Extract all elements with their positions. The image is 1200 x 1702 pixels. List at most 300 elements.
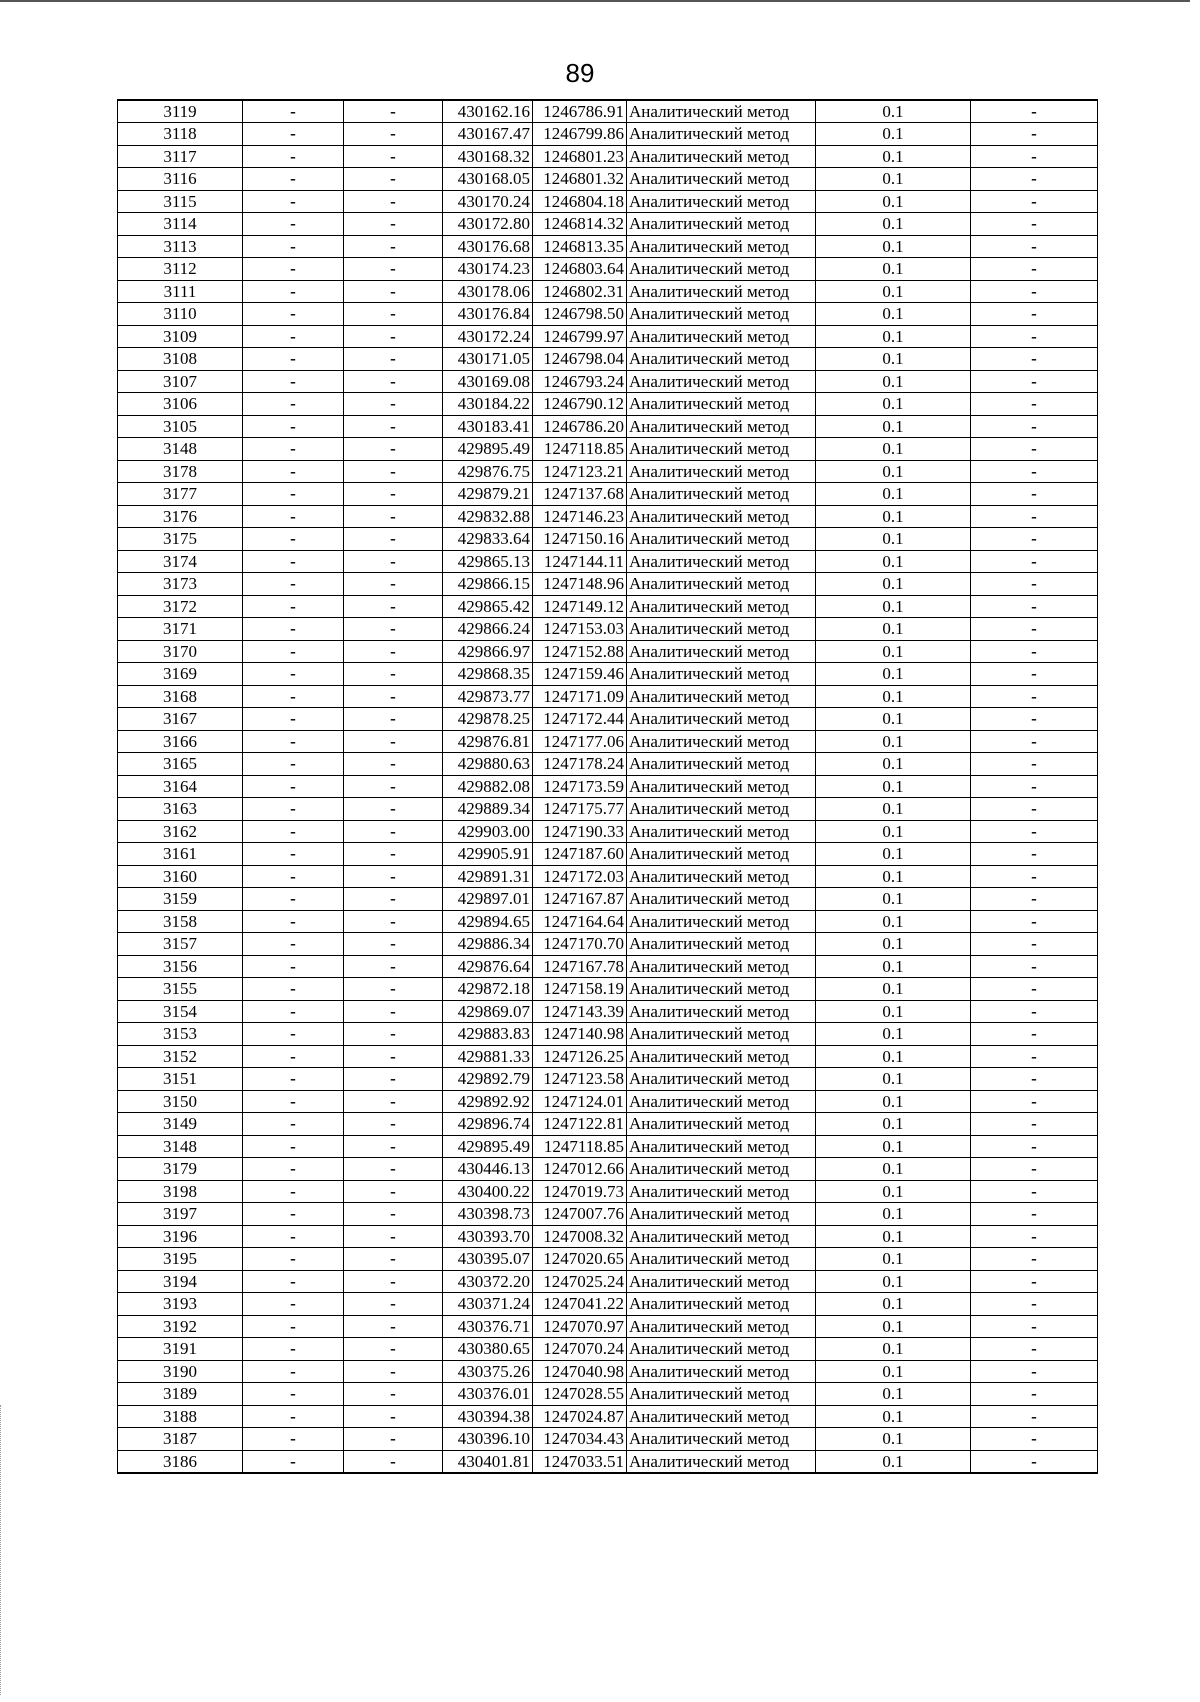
note-cell: - <box>971 618 1098 641</box>
table-row <box>118 550 1098 573</box>
y-coordinate-cell: 1246799.86 <box>533 123 627 146</box>
note-cell: - <box>971 1383 1098 1406</box>
table-row <box>118 820 1098 843</box>
table-row <box>118 1023 1098 1046</box>
point-number-cell: 3160 <box>118 865 243 888</box>
table-row <box>118 1113 1098 1136</box>
y-coordinate-cell: 1247012.66 <box>533 1158 627 1181</box>
accuracy-cell: 0.1 <box>816 888 971 911</box>
x-coordinate-cell: 429892.92 <box>443 1090 533 1113</box>
note-cell: - <box>971 978 1098 1001</box>
method-cell: Аналитический метод <box>627 820 816 843</box>
table-row <box>118 1293 1098 1316</box>
accuracy-cell: 0.1 <box>816 1225 971 1248</box>
empty-value-cell: - <box>344 1270 443 1293</box>
accuracy-cell: 0.1 <box>816 280 971 303</box>
point-number-cell: 3164 <box>118 775 243 798</box>
x-coordinate-cell: 429879.21 <box>443 483 533 506</box>
accuracy-cell: 0.1 <box>816 1045 971 1068</box>
method-cell: Аналитический метод <box>627 100 816 123</box>
note-cell: - <box>971 550 1098 573</box>
empty-value-cell: - <box>243 415 344 438</box>
method-cell: Аналитический метод <box>627 685 816 708</box>
empty-value-cell: - <box>243 258 344 281</box>
point-number-cell: 3115 <box>118 190 243 213</box>
empty-value-cell: - <box>344 1450 443 1473</box>
x-coordinate-cell: 429883.83 <box>443 1023 533 1046</box>
note-cell: - <box>971 505 1098 528</box>
empty-value-cell: - <box>243 1045 344 1068</box>
note-cell: - <box>971 955 1098 978</box>
empty-value-cell: - <box>344 325 443 348</box>
method-cell: Аналитический метод <box>627 258 816 281</box>
note-cell: - <box>971 865 1098 888</box>
x-coordinate-cell: 429892.79 <box>443 1068 533 1091</box>
accuracy-cell: 0.1 <box>816 550 971 573</box>
empty-value-cell: - <box>243 618 344 641</box>
empty-value-cell: - <box>243 505 344 528</box>
empty-value-cell: - <box>243 595 344 618</box>
empty-value-cell: - <box>243 438 344 461</box>
empty-value-cell: - <box>344 708 443 731</box>
table-row <box>118 438 1098 461</box>
table-row <box>118 663 1098 686</box>
point-number-cell: 3118 <box>118 123 243 146</box>
y-coordinate-cell: 1247124.01 <box>533 1090 627 1113</box>
method-cell: Аналитический метод <box>627 1405 816 1428</box>
note-cell: - <box>971 573 1098 596</box>
empty-value-cell: - <box>344 123 443 146</box>
y-coordinate-cell: 1247148.96 <box>533 573 627 596</box>
method-cell: Аналитический метод <box>627 1293 816 1316</box>
table-row <box>118 213 1098 236</box>
x-coordinate-cell: 429895.49 <box>443 1135 533 1158</box>
accuracy-cell: 0.1 <box>816 415 971 438</box>
x-coordinate-cell: 429866.97 <box>443 640 533 663</box>
empty-value-cell: - <box>344 1158 443 1181</box>
y-coordinate-cell: 1247172.44 <box>533 708 627 731</box>
x-coordinate-cell: 430169.08 <box>443 370 533 393</box>
x-coordinate-cell: 429869.07 <box>443 1000 533 1023</box>
x-coordinate-cell: 429903.00 <box>443 820 533 843</box>
y-coordinate-cell: 1247177.06 <box>533 730 627 753</box>
method-cell: Аналитический метод <box>627 1068 816 1091</box>
x-coordinate-cell: 430396.10 <box>443 1428 533 1451</box>
y-coordinate-cell: 1246786.20 <box>533 415 627 438</box>
empty-value-cell: - <box>243 393 344 416</box>
empty-value-cell: - <box>344 550 443 573</box>
table-row <box>118 865 1098 888</box>
note-cell: - <box>971 1023 1098 1046</box>
y-coordinate-cell: 1247152.88 <box>533 640 627 663</box>
method-cell: Аналитический метод <box>627 505 816 528</box>
x-coordinate-cell: 429833.64 <box>443 528 533 551</box>
accuracy-cell: 0.1 <box>816 933 971 956</box>
method-cell: Аналитический метод <box>627 303 816 326</box>
accuracy-cell: 0.1 <box>816 1428 971 1451</box>
accuracy-cell: 0.1 <box>816 865 971 888</box>
point-number-cell: 3110 <box>118 303 243 326</box>
empty-value-cell: - <box>243 100 344 123</box>
accuracy-cell: 0.1 <box>816 213 971 236</box>
method-cell: Аналитический метод <box>627 1113 816 1136</box>
x-coordinate-cell: 429866.24 <box>443 618 533 641</box>
note-cell: - <box>971 460 1098 483</box>
x-coordinate-cell: 429882.08 <box>443 775 533 798</box>
accuracy-cell: 0.1 <box>816 1270 971 1293</box>
y-coordinate-cell: 1247123.58 <box>533 1068 627 1091</box>
x-coordinate-cell: 430172.80 <box>443 213 533 236</box>
point-number-cell: 3158 <box>118 910 243 933</box>
note-cell: - <box>971 663 1098 686</box>
note-cell: - <box>971 1203 1098 1226</box>
note-cell: - <box>971 640 1098 663</box>
x-coordinate-cell: 430380.65 <box>443 1338 533 1361</box>
table-row <box>118 483 1098 506</box>
note-cell: - <box>971 415 1098 438</box>
point-number-cell: 3109 <box>118 325 243 348</box>
accuracy-cell: 0.1 <box>816 595 971 618</box>
table-row <box>118 955 1098 978</box>
point-number-cell: 3155 <box>118 978 243 1001</box>
point-number-cell: 3177 <box>118 483 243 506</box>
note-cell: - <box>971 1270 1098 1293</box>
method-cell: Аналитический метод <box>627 1428 816 1451</box>
y-coordinate-cell: 1247007.76 <box>533 1203 627 1226</box>
note-cell: - <box>971 1135 1098 1158</box>
y-coordinate-cell: 1247025.24 <box>533 1270 627 1293</box>
empty-value-cell: - <box>243 1158 344 1181</box>
empty-value-cell: - <box>344 145 443 168</box>
table-row <box>118 123 1098 146</box>
table-row <box>118 393 1098 416</box>
empty-value-cell: - <box>344 1000 443 1023</box>
point-number-cell: 3148 <box>118 438 243 461</box>
empty-value-cell: - <box>344 438 443 461</box>
point-number-cell: 3106 <box>118 393 243 416</box>
y-coordinate-cell: 1247019.73 <box>533 1180 627 1203</box>
table-row <box>118 303 1098 326</box>
empty-value-cell: - <box>344 1338 443 1361</box>
coordinates-table-body <box>118 100 1098 1473</box>
empty-value-cell: - <box>344 393 443 416</box>
method-cell: Аналитический метод <box>627 145 816 168</box>
table-row <box>118 1428 1098 1451</box>
method-cell: Аналитический метод <box>627 1338 816 1361</box>
accuracy-cell: 0.1 <box>816 775 971 798</box>
top-rule <box>0 0 1190 2</box>
y-coordinate-cell: 1246802.31 <box>533 280 627 303</box>
x-coordinate-cell: 429876.75 <box>443 460 533 483</box>
x-coordinate-cell: 430375.26 <box>443 1360 533 1383</box>
point-number-cell: 3150 <box>118 1090 243 1113</box>
x-coordinate-cell: 430174.23 <box>443 258 533 281</box>
empty-value-cell: - <box>243 1248 344 1271</box>
method-cell: Аналитический метод <box>627 1158 816 1181</box>
note-cell: - <box>971 145 1098 168</box>
y-coordinate-cell: 1246813.35 <box>533 235 627 258</box>
empty-value-cell: - <box>243 1113 344 1136</box>
accuracy-cell: 0.1 <box>816 618 971 641</box>
table-row <box>118 640 1098 663</box>
method-cell: Аналитический метод <box>627 798 816 821</box>
table-row <box>118 1090 1098 1113</box>
method-cell: Аналитический метод <box>627 393 816 416</box>
empty-value-cell: - <box>243 460 344 483</box>
accuracy-cell: 0.1 <box>816 753 971 776</box>
empty-value-cell: - <box>344 1248 443 1271</box>
point-number-cell: 3148 <box>118 1135 243 1158</box>
empty-value-cell: - <box>243 528 344 551</box>
y-coordinate-cell: 1247028.55 <box>533 1383 627 1406</box>
empty-value-cell: - <box>243 1450 344 1473</box>
y-coordinate-cell: 1247041.22 <box>533 1293 627 1316</box>
method-cell: Аналитический метод <box>627 1090 816 1113</box>
method-cell: Аналитический метод <box>627 213 816 236</box>
table-row <box>118 1000 1098 1023</box>
accuracy-cell: 0.1 <box>816 1383 971 1406</box>
scan-edge-mark <box>0 1405 2 1695</box>
empty-value-cell: - <box>243 1293 344 1316</box>
point-number-cell: 3114 <box>118 213 243 236</box>
empty-value-cell: - <box>243 753 344 776</box>
point-number-cell: 3154 <box>118 1000 243 1023</box>
note-cell: - <box>971 235 1098 258</box>
empty-value-cell: - <box>344 843 443 866</box>
x-coordinate-cell: 430398.73 <box>443 1203 533 1226</box>
accuracy-cell: 0.1 <box>816 438 971 461</box>
method-cell: Аналитический метод <box>627 415 816 438</box>
point-number-cell: 3178 <box>118 460 243 483</box>
empty-value-cell: - <box>344 1405 443 1428</box>
table-row <box>118 1248 1098 1271</box>
table-row <box>118 978 1098 1001</box>
method-cell: Аналитический метод <box>627 595 816 618</box>
table-row <box>118 1203 1098 1226</box>
note-cell: - <box>971 753 1098 776</box>
y-coordinate-cell: 1247187.60 <box>533 843 627 866</box>
y-coordinate-cell: 1247070.97 <box>533 1315 627 1338</box>
empty-value-cell: - <box>344 595 443 618</box>
table-row <box>118 325 1098 348</box>
note-cell: - <box>971 280 1098 303</box>
y-coordinate-cell: 1246798.04 <box>533 348 627 371</box>
x-coordinate-cell: 429872.18 <box>443 978 533 1001</box>
table-row <box>118 1135 1098 1158</box>
y-coordinate-cell: 1247033.51 <box>533 1450 627 1473</box>
point-number-cell: 3188 <box>118 1405 243 1428</box>
note-cell: - <box>971 1113 1098 1136</box>
point-number-cell: 3161 <box>118 843 243 866</box>
empty-value-cell: - <box>344 235 443 258</box>
empty-value-cell: - <box>344 1360 443 1383</box>
table-row <box>118 910 1098 933</box>
accuracy-cell: 0.1 <box>816 1090 971 1113</box>
method-cell: Аналитический метод <box>627 1023 816 1046</box>
x-coordinate-cell: 430393.70 <box>443 1225 533 1248</box>
empty-value-cell: - <box>344 798 443 821</box>
point-number-cell: 3179 <box>118 1158 243 1181</box>
empty-value-cell: - <box>243 910 344 933</box>
method-cell: Аналитический метод <box>627 955 816 978</box>
point-number-cell: 3191 <box>118 1338 243 1361</box>
empty-value-cell: - <box>243 1360 344 1383</box>
y-coordinate-cell: 1247172.03 <box>533 865 627 888</box>
point-number-cell: 3175 <box>118 528 243 551</box>
y-coordinate-cell: 1247040.98 <box>533 1360 627 1383</box>
method-cell: Аналитический метод <box>627 910 816 933</box>
accuracy-cell: 0.1 <box>816 663 971 686</box>
empty-value-cell: - <box>344 280 443 303</box>
accuracy-cell: 0.1 <box>816 348 971 371</box>
y-coordinate-cell: 1247024.87 <box>533 1405 627 1428</box>
method-cell: Аналитический метод <box>627 753 816 776</box>
point-number-cell: 3111 <box>118 280 243 303</box>
empty-value-cell: - <box>243 1338 344 1361</box>
note-cell: - <box>971 820 1098 843</box>
point-number-cell: 3169 <box>118 663 243 686</box>
empty-value-cell: - <box>344 1293 443 1316</box>
point-number-cell: 3198 <box>118 1180 243 1203</box>
table-row <box>118 753 1098 776</box>
empty-value-cell: - <box>344 460 443 483</box>
y-coordinate-cell: 1247126.25 <box>533 1045 627 1068</box>
empty-value-cell: - <box>344 1068 443 1091</box>
method-cell: Аналитический метод <box>627 1045 816 1068</box>
note-cell: - <box>971 1248 1098 1271</box>
point-number-cell: 3167 <box>118 708 243 731</box>
point-number-cell: 3196 <box>118 1225 243 1248</box>
method-cell: Аналитический метод <box>627 483 816 506</box>
x-coordinate-cell: 430376.01 <box>443 1383 533 1406</box>
method-cell: Аналитический метод <box>627 1450 816 1473</box>
method-cell: Аналитический метод <box>627 865 816 888</box>
table-row <box>118 1045 1098 1068</box>
y-coordinate-cell: 1246801.32 <box>533 168 627 191</box>
note-cell: - <box>971 1450 1098 1473</box>
empty-value-cell: - <box>344 505 443 528</box>
point-number-cell: 3149 <box>118 1113 243 1136</box>
point-number-cell: 3192 <box>118 1315 243 1338</box>
empty-value-cell: - <box>243 235 344 258</box>
point-number-cell: 3190 <box>118 1360 243 1383</box>
note-cell: - <box>971 933 1098 956</box>
table-row <box>118 1068 1098 1091</box>
y-coordinate-cell: 1247178.24 <box>533 753 627 776</box>
accuracy-cell: 0.1 <box>816 1405 971 1428</box>
table-row <box>118 415 1098 438</box>
method-cell: Аналитический метод <box>627 168 816 191</box>
note-cell: - <box>971 258 1098 281</box>
x-coordinate-cell: 429886.34 <box>443 933 533 956</box>
method-cell: Аналитический метод <box>627 1270 816 1293</box>
empty-value-cell: - <box>243 280 344 303</box>
x-coordinate-cell: 430170.24 <box>443 190 533 213</box>
x-coordinate-cell: 430176.84 <box>443 303 533 326</box>
y-coordinate-cell: 1246793.24 <box>533 370 627 393</box>
empty-value-cell: - <box>344 303 443 326</box>
table-row <box>118 798 1098 821</box>
empty-value-cell: - <box>344 955 443 978</box>
empty-value-cell: - <box>344 348 443 371</box>
note-cell: - <box>971 438 1098 461</box>
empty-value-cell: - <box>344 685 443 708</box>
note-cell: - <box>971 393 1098 416</box>
accuracy-cell: 0.1 <box>816 1158 971 1181</box>
table-row <box>118 280 1098 303</box>
table-row <box>118 1405 1098 1428</box>
empty-value-cell: - <box>344 190 443 213</box>
x-coordinate-cell: 430401.81 <box>443 1450 533 1473</box>
note-cell: - <box>971 303 1098 326</box>
empty-value-cell: - <box>243 933 344 956</box>
table-row <box>118 1360 1098 1383</box>
x-coordinate-cell: 430172.24 <box>443 325 533 348</box>
empty-value-cell: - <box>344 910 443 933</box>
accuracy-cell: 0.1 <box>816 1135 971 1158</box>
y-coordinate-cell: 1247020.65 <box>533 1248 627 1271</box>
table-row <box>118 460 1098 483</box>
note-cell: - <box>971 1405 1098 1428</box>
empty-value-cell: - <box>243 1135 344 1158</box>
x-coordinate-cell: 430162.16 <box>443 100 533 123</box>
empty-value-cell: - <box>243 213 344 236</box>
empty-value-cell: - <box>344 1113 443 1136</box>
y-coordinate-cell: 1247070.24 <box>533 1338 627 1361</box>
accuracy-cell: 0.1 <box>816 303 971 326</box>
x-coordinate-cell: 429876.64 <box>443 955 533 978</box>
point-number-cell: 3197 <box>118 1203 243 1226</box>
note-cell: - <box>971 775 1098 798</box>
empty-value-cell: - <box>243 865 344 888</box>
point-number-cell: 3108 <box>118 348 243 371</box>
y-coordinate-cell: 1247167.78 <box>533 955 627 978</box>
method-cell: Аналитический метод <box>627 1248 816 1271</box>
table-row <box>118 595 1098 618</box>
accuracy-cell: 0.1 <box>816 235 971 258</box>
point-number-cell: 3116 <box>118 168 243 191</box>
note-cell: - <box>971 910 1098 933</box>
note-cell: - <box>971 888 1098 911</box>
point-number-cell: 3187 <box>118 1428 243 1451</box>
y-coordinate-cell: 1247143.39 <box>533 1000 627 1023</box>
table-row <box>118 1158 1098 1181</box>
accuracy-cell: 0.1 <box>816 123 971 146</box>
method-cell: Аналитический метод <box>627 843 816 866</box>
note-cell: - <box>971 798 1098 821</box>
empty-value-cell: - <box>344 1203 443 1226</box>
y-coordinate-cell: 1247170.70 <box>533 933 627 956</box>
table-row <box>118 708 1098 731</box>
note-cell: - <box>971 1338 1098 1361</box>
x-coordinate-cell: 430183.41 <box>443 415 533 438</box>
method-cell: Аналитический метод <box>627 1135 816 1158</box>
accuracy-cell: 0.1 <box>816 730 971 753</box>
note-cell: - <box>971 528 1098 551</box>
empty-value-cell: - <box>344 415 443 438</box>
empty-value-cell: - <box>243 1000 344 1023</box>
accuracy-cell: 0.1 <box>816 1338 971 1361</box>
accuracy-cell: 0.1 <box>816 573 971 596</box>
note-cell: - <box>971 348 1098 371</box>
y-coordinate-cell: 1246790.12 <box>533 393 627 416</box>
method-cell: Аналитический метод <box>627 775 816 798</box>
x-coordinate-cell: 430176.68 <box>443 235 533 258</box>
y-coordinate-cell: 1246799.97 <box>533 325 627 348</box>
point-number-cell: 3168 <box>118 685 243 708</box>
accuracy-cell: 0.1 <box>816 1450 971 1473</box>
point-number-cell: 3174 <box>118 550 243 573</box>
